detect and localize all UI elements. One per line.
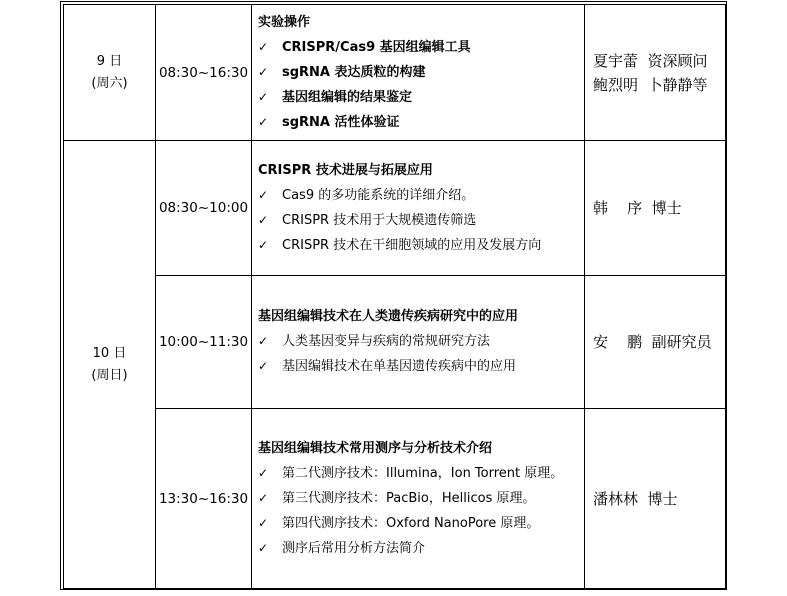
topic-cell — [252, 409, 585, 589]
check-icon: ✓ — [258, 237, 269, 252]
time-cell: 13:30~16:30 — [156, 409, 252, 589]
schedule-table — [63, 4, 726, 589]
topic-title: 实验操作 — [258, 14, 311, 30]
list-item: ✓ sgRNA 活性体验证 — [258, 110, 584, 135]
speaker-name: 韩 序 博士 — [593, 199, 682, 217]
list-item: ✓ 第三代测序技术：PacBio，Hellicos 原理。 — [258, 486, 584, 511]
topic-title: 基因组编辑技术在人类遗传疾病研究中的应用 — [258, 309, 519, 324]
speaker-name: 安 鹏 副研究员 — [593, 333, 712, 351]
check-icon: ✓ — [258, 334, 269, 348]
check-icon: ✓ — [258, 490, 269, 505]
speaker-cell — [585, 276, 726, 409]
speaker-cell — [585, 409, 726, 589]
speaker-name: 鲍烈明 卜静静等 — [593, 75, 708, 94]
list-item: ✓ CRISPR/Cas9 基因组编辑工具 — [258, 35, 584, 60]
time-cell: 08:30~16:30 — [156, 5, 252, 141]
check-icon: ✓ — [258, 187, 269, 202]
check-icon: ✓ — [258, 540, 269, 555]
weekday-label: (周日) — [91, 367, 128, 383]
list-item: ✓ CRISPR 技术在干细胞领域的应用及发展方向 — [258, 233, 584, 258]
check-icon: ✓ — [258, 515, 269, 530]
topic-cell — [252, 276, 585, 409]
list-item: ✓ CRISPR 技术用于大规模遗传筛选 — [258, 208, 584, 233]
topic-title: CRISPR 技术进展与拓展应用 — [258, 162, 433, 178]
day-cell — [64, 5, 156, 141]
day-cell — [64, 141, 156, 589]
check-icon: ✓ — [258, 359, 269, 373]
topic-title: 基因组编辑技术常用测序与分析技术介绍 — [258, 440, 493, 456]
check-icon: ✓ — [258, 114, 269, 129]
topic-cell — [252, 141, 585, 276]
speaker-cell — [585, 5, 726, 141]
list-item: ✓ Cas9 的多功能系统的详细介绍。 — [258, 183, 584, 208]
table-row — [64, 276, 726, 409]
list-item: ✓ sgRNA 表达质粒的构建 — [258, 60, 584, 85]
check-icon: ✓ — [258, 64, 269, 79]
day-label: 9 日 — [96, 53, 123, 69]
speaker-cell — [585, 141, 726, 276]
speaker-name: 潘林林 博士 — [593, 489, 678, 508]
list-item: ✓ 第二代测序技术：Illumina，Ion Torrent 原理。 — [258, 461, 584, 486]
day-label: 10 日 — [92, 345, 127, 361]
list-item: ✓ 基因组编辑的结果鉴定 — [258, 85, 584, 110]
table-row — [64, 409, 726, 589]
list-item: ✓ 人类基因变异与疾病的常规研究方法 — [258, 329, 584, 354]
table-row — [64, 141, 726, 276]
speaker-name: 夏宇蕾 资深顾问 — [593, 51, 708, 70]
time-cell: 08:30~10:00 — [156, 141, 252, 276]
topic-cell — [252, 5, 585, 141]
list-item: ✓ 基因编辑技术在单基因遗传疾病中的应用 — [258, 354, 584, 379]
list-item: ✓ 测序后常用分析方法简介 — [258, 536, 584, 561]
list-item: ✓ 第四代测序技术：Oxford NanoPore 原理。 — [258, 511, 584, 536]
weekday-label: (周六) — [91, 75, 128, 91]
table-row — [64, 5, 726, 141]
check-icon: ✓ — [258, 465, 269, 480]
check-icon: ✓ — [258, 89, 269, 104]
check-icon: ✓ — [258, 212, 269, 227]
time-cell: 10:00~11:30 — [156, 276, 252, 409]
check-icon: ✓ — [258, 39, 269, 54]
